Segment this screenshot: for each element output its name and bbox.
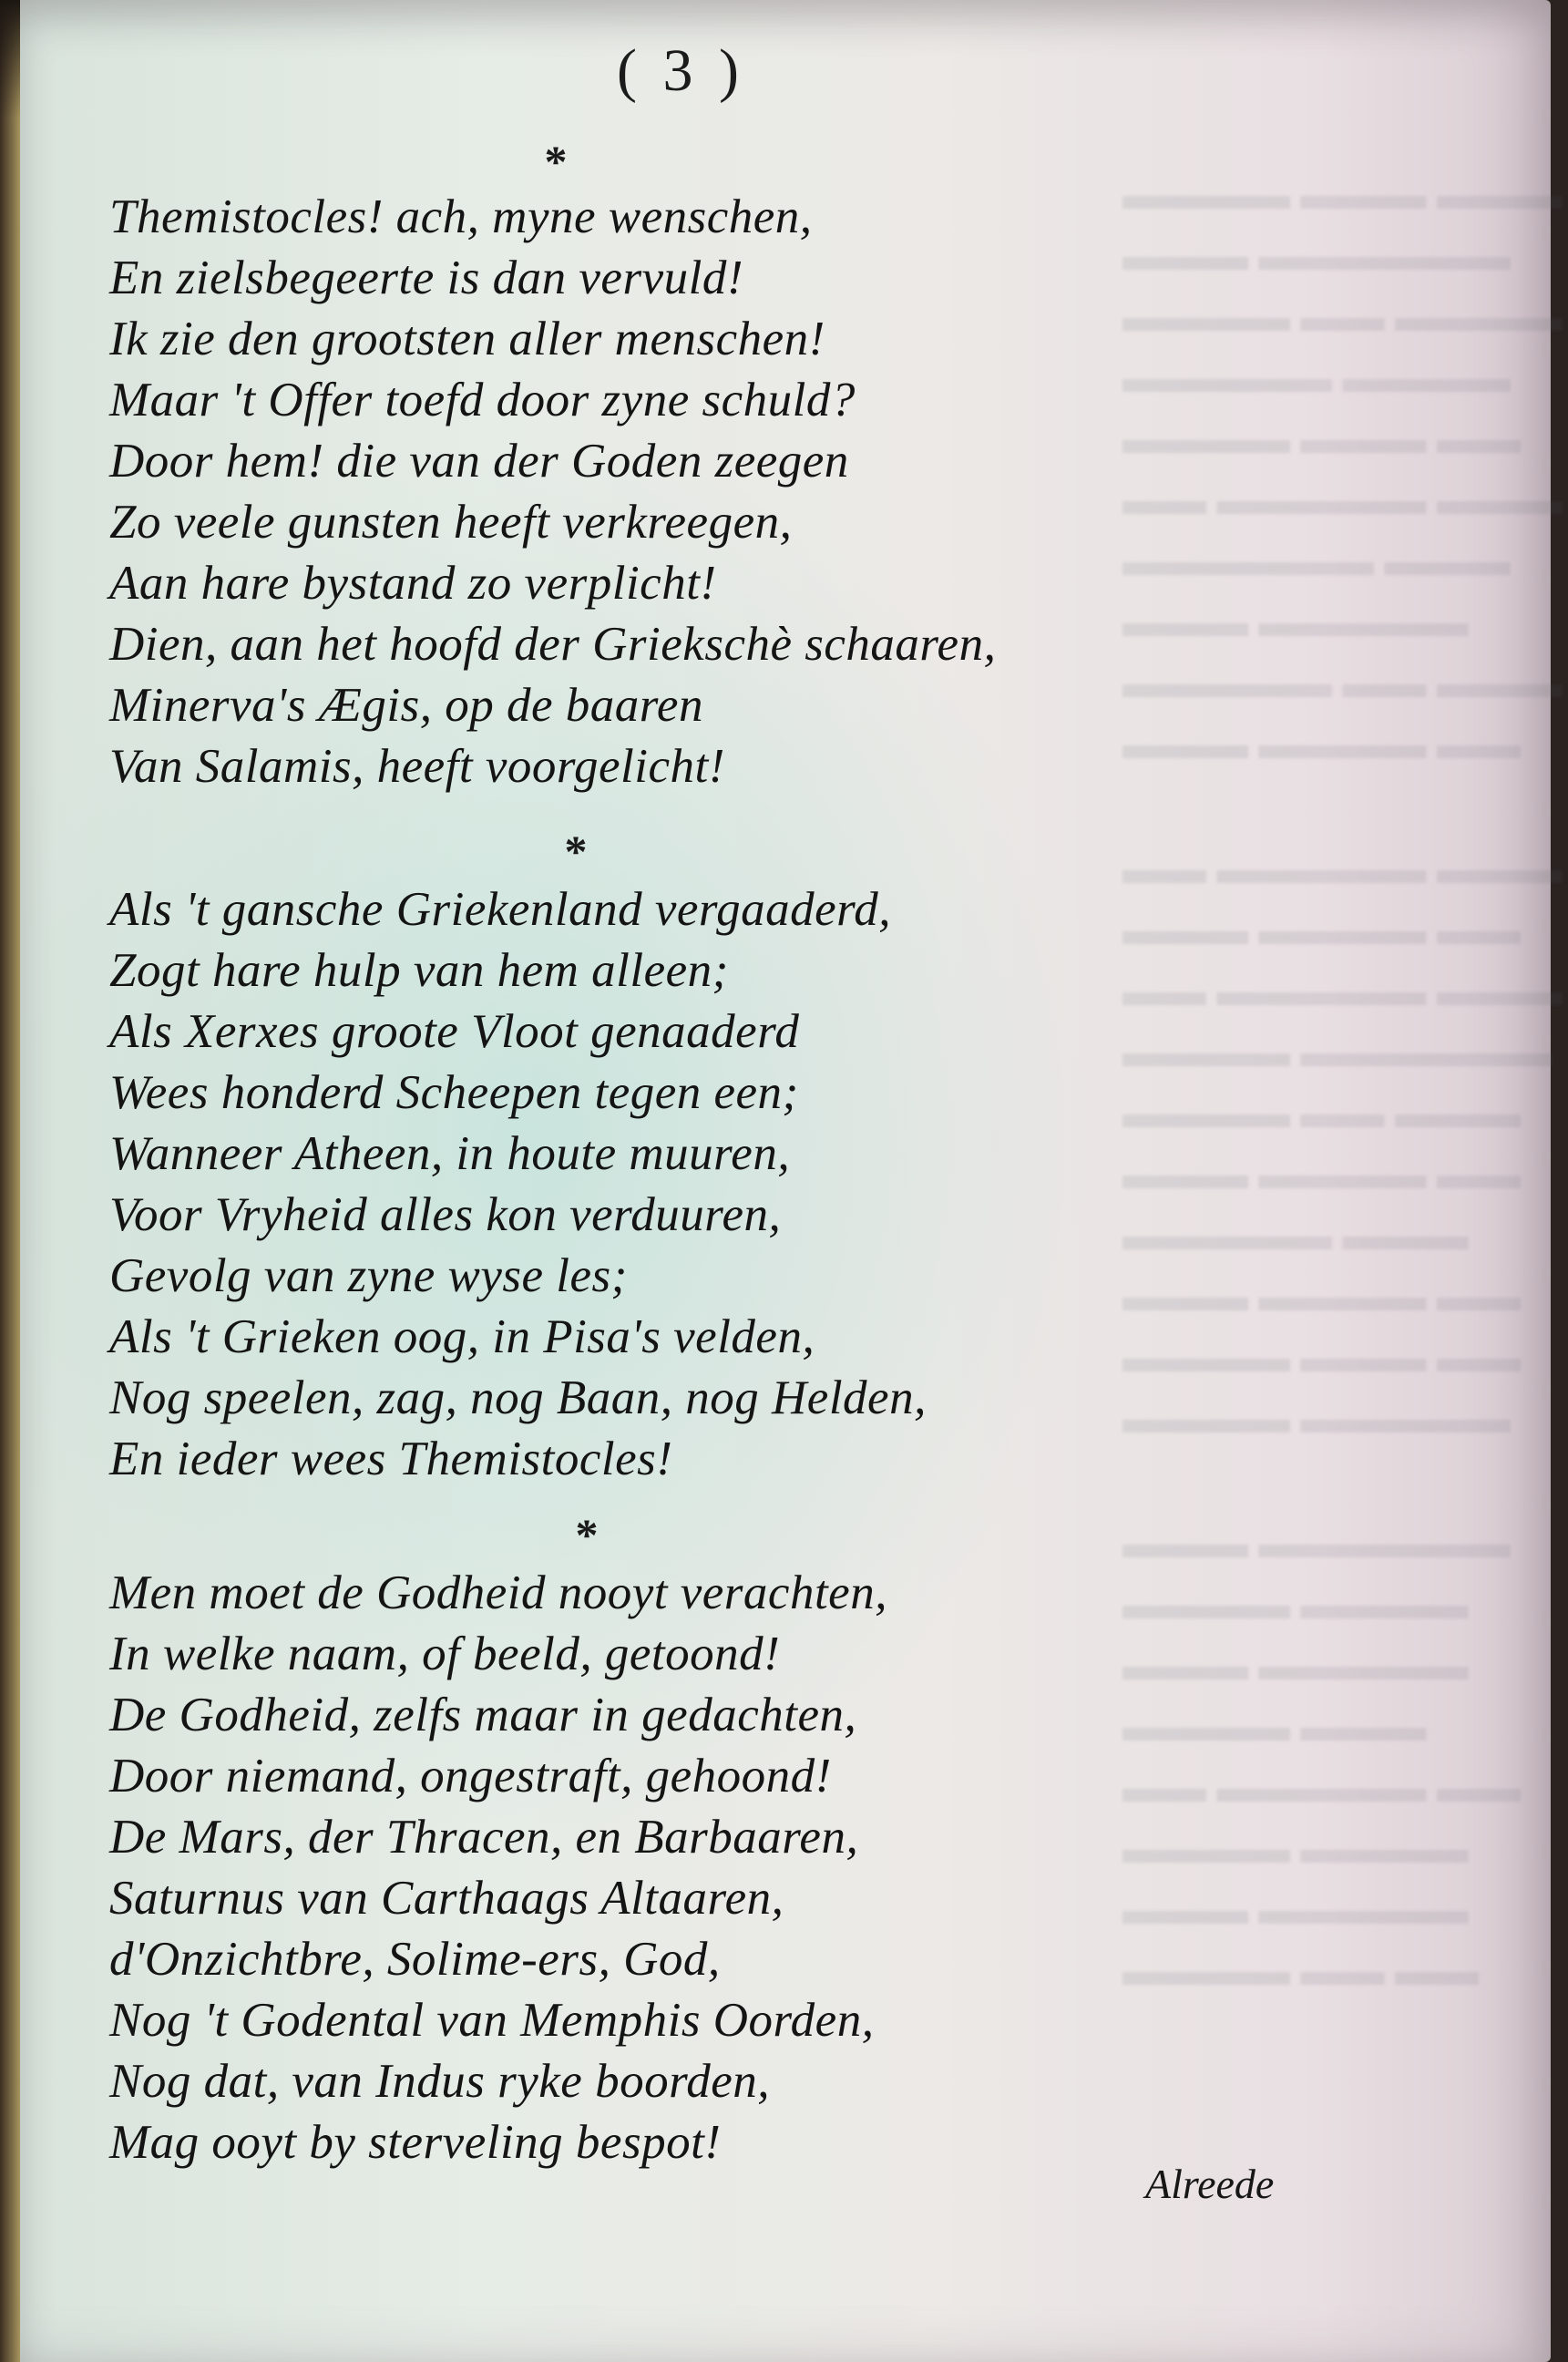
verse-line: De Mars, der Thracen, en Barbaaren,	[109, 1811, 859, 1864]
verse-line: Zogt hare hulp van hem alleen;	[109, 944, 729, 997]
verse-line: Saturnus van Carthaags Altaaren,	[109, 1872, 784, 1925]
verse-line: Wees honderd Scheepen tegen een;	[109, 1066, 799, 1119]
verse-line: Minerva's Ægis, op de baaren	[109, 679, 703, 732]
stanza-separator: *	[544, 136, 568, 187]
verse-line: Ik zie den grootsten aller menschen!	[109, 313, 825, 365]
verse-line: En zielsbegeerte is dan vervuld!	[109, 252, 743, 304]
verse-line: Aan hare bystand zo verplicht!	[109, 557, 717, 610]
verse-line: Als Xerxes groote Vloot genaaderd	[109, 1005, 800, 1058]
catchword: Alreede	[1145, 2161, 1275, 2207]
verse-line: In welke naam, of beeld, getoond!	[109, 1628, 781, 1680]
stanza-separator: *	[575, 1509, 599, 1560]
verse-line: Wanneer Atheen, in houte muuren,	[109, 1127, 791, 1180]
bleed-through-shadow: ▬▬▬▬ ▬▬▬ ▬▬▬ ▬▬▬ ▬▬▬▬▬▬ ▬▬▬▬ ▬▬ ▬▬▬▬ ▬▬▬▬▬ ▬▬▬▬ ▬▬▬▬ ▬▬▬ ▬▬ ▬▬ ▬▬▬▬▬ ▬▬▬ ▬▬▬▬▬▬ ▬▬▬ ▬▬▬ ▬▬▬▬▬ ▬▬▬▬▬ ▬▬ ▬▬▬ ▬▬▬ ▬▬▬▬ ▬▬ ▬▬ ▬▬▬▬▬ ▬▬▬ ▬▬▬ ▬▬▬▬ ▬▬ ▬▬ ▬▬▬▬▬ ▬▬▬ ▬▬▬▬ ▬▬▬▬▬▬ ▬▬▬▬ ▬▬ ▬▬▬ ▬▬▬ ▬▬▬▬ ▬▬ ▬▬▬▬▬ ▬▬▬ ▬▬▬ ▬▬▬▬ ▬▬ ▬▬▬▬ ▬▬▬ ▬▬ ▬▬▬▬ ▬▬▬▬▬ ▬▬▬ ▬▬▬▬▬▬ ▬▬▬▬ ▬▬▬▬ ▬▬▬ ▬▬▬▬▬ ▬▬▬▬ ▬▬▬ ▬▬ ▬▬▬▬▬ ▬▬ ▬▬▬▬ ▬▬▬▬ ▬▬▬ ▬▬▬▬▬ ▬▬▬▬ ▬▬ ▬▬	[1122, 171, 1563, 1994]
verse-line: Themistocles! ach, myne wenschen,	[109, 190, 813, 243]
verse-line: Dien, aan het hoofd der Griekschè schaaren,	[109, 618, 997, 671]
verse-line: Door hem! die van der Goden zeegen	[109, 435, 849, 488]
stanza-1	[109, 187, 1112, 797]
verse-line: Maar 't Offer toefd door zyne schuld?	[109, 374, 856, 426]
stanza-separator: *	[564, 826, 588, 877]
stanza-2	[109, 879, 1112, 1490]
verse-line: Men moet de Godheid nooyt verachten,	[109, 1566, 887, 1619]
page-number: ( 3 )	[617, 37, 744, 104]
verse-line: Voor Vryheid alles kon verduuren,	[109, 1188, 782, 1241]
verse-line: Nog dat, van Indus ryke boorden,	[109, 2055, 771, 2108]
verse-line: En ieder wees Themistocles!	[109, 1433, 673, 1485]
verse-line: De Godheid, zelfs maar in gedachten,	[109, 1689, 857, 1741]
verse-line: Mag ooyt by sterveling bespot!	[109, 2116, 722, 2169]
verse-line: Zo veele gunsten heeft verkreegen,	[109, 496, 793, 549]
verse-line: Door niemand, ongestraft, gehoond!	[109, 1750, 832, 1802]
verse-line: Als 't gansche Griekenland vergaaderd,	[109, 883, 892, 936]
verse-line: d'Onzichtbre, Solime-ers, God,	[109, 1933, 721, 1986]
verse-line: Van Salamis, heeft voorgelicht!	[109, 740, 725, 793]
verse-line: Nog speelen, zag, nog Baan, nog Helden,	[109, 1371, 927, 1424]
stanza-3	[109, 1563, 1112, 2173]
book-page	[20, 0, 1563, 2362]
verse-line: Nog 't Godental van Memphis Oorden,	[109, 1994, 875, 2047]
verse-line: Gevolg van zyne wyse les;	[109, 1249, 628, 1302]
verse-line: Als 't Grieken oog, in Pisa's velden,	[109, 1310, 815, 1363]
